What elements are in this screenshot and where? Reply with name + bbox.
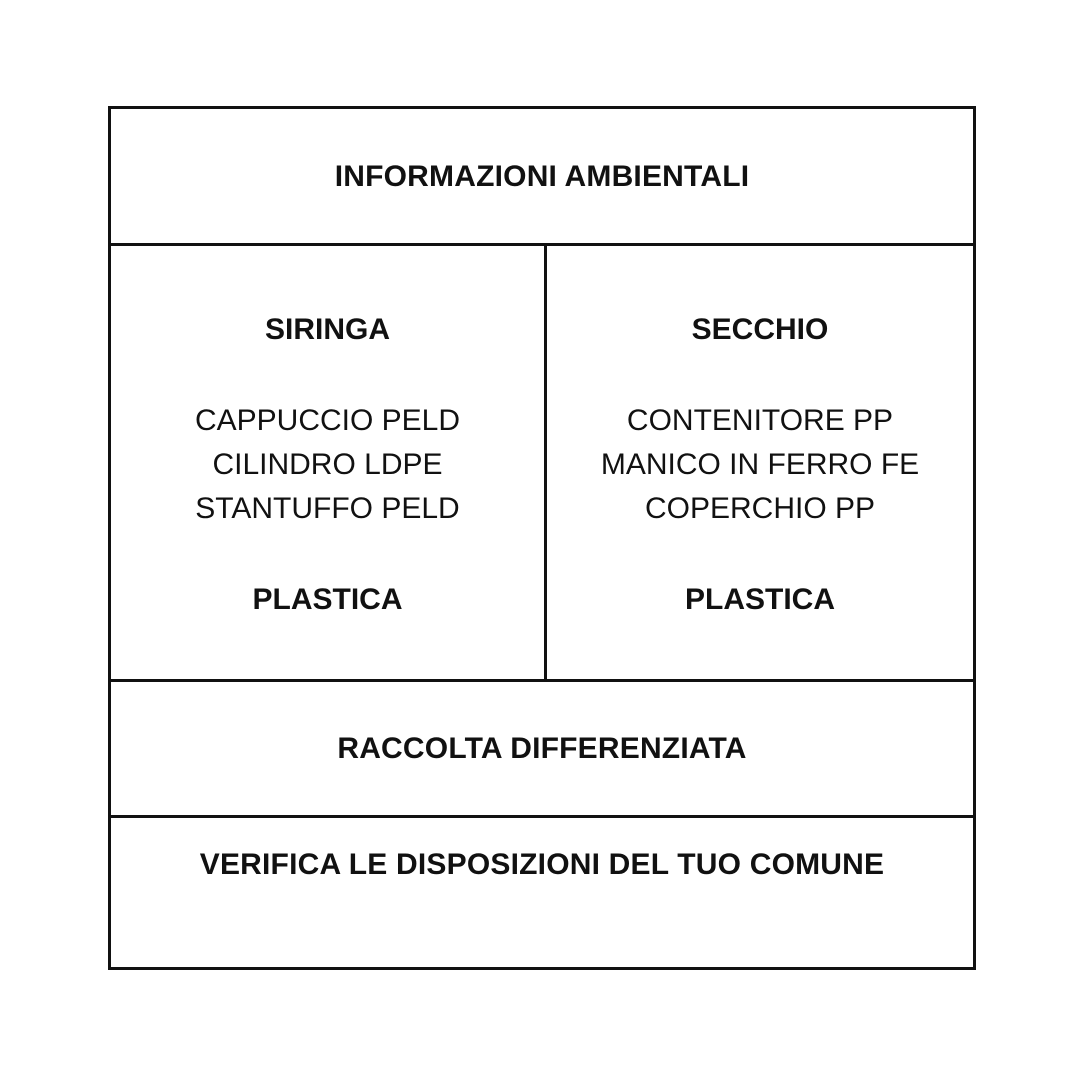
component-line: STANTUFFO PELD [195,492,460,525]
product-name: SIRINGA [264,313,390,346]
component-line: CONTENITORE PP [626,404,894,437]
collection-row [111,682,973,815]
label-title-text: INFORMAZIONI AMBIENTALI [334,159,750,193]
product-material: PLASTICA [252,583,403,616]
component-line: CILINDRO LDPE [212,448,443,481]
product-column-right [547,247,973,682]
divider-top [111,243,973,246]
component-line: MANICO IN FERRO FE [600,448,920,481]
environmental-info-label [108,106,976,970]
footer-row [111,818,973,934]
product-material: PLASTICA [685,583,835,616]
product-components [195,399,460,531]
collection-label: RACCOLTA DIFFERENZIATA [337,731,747,765]
component-line: CAPPUCCIO PELD [194,404,461,437]
label-title [111,109,973,244]
component-line: COPERCHIO PP [644,492,876,525]
product-components [601,399,919,531]
footer-note: VERIFICA LE DISPOSIZIONI DEL TUO COMUNE [199,848,885,881]
product-column-left [111,247,544,682]
product-name: SECCHIO [691,313,829,346]
